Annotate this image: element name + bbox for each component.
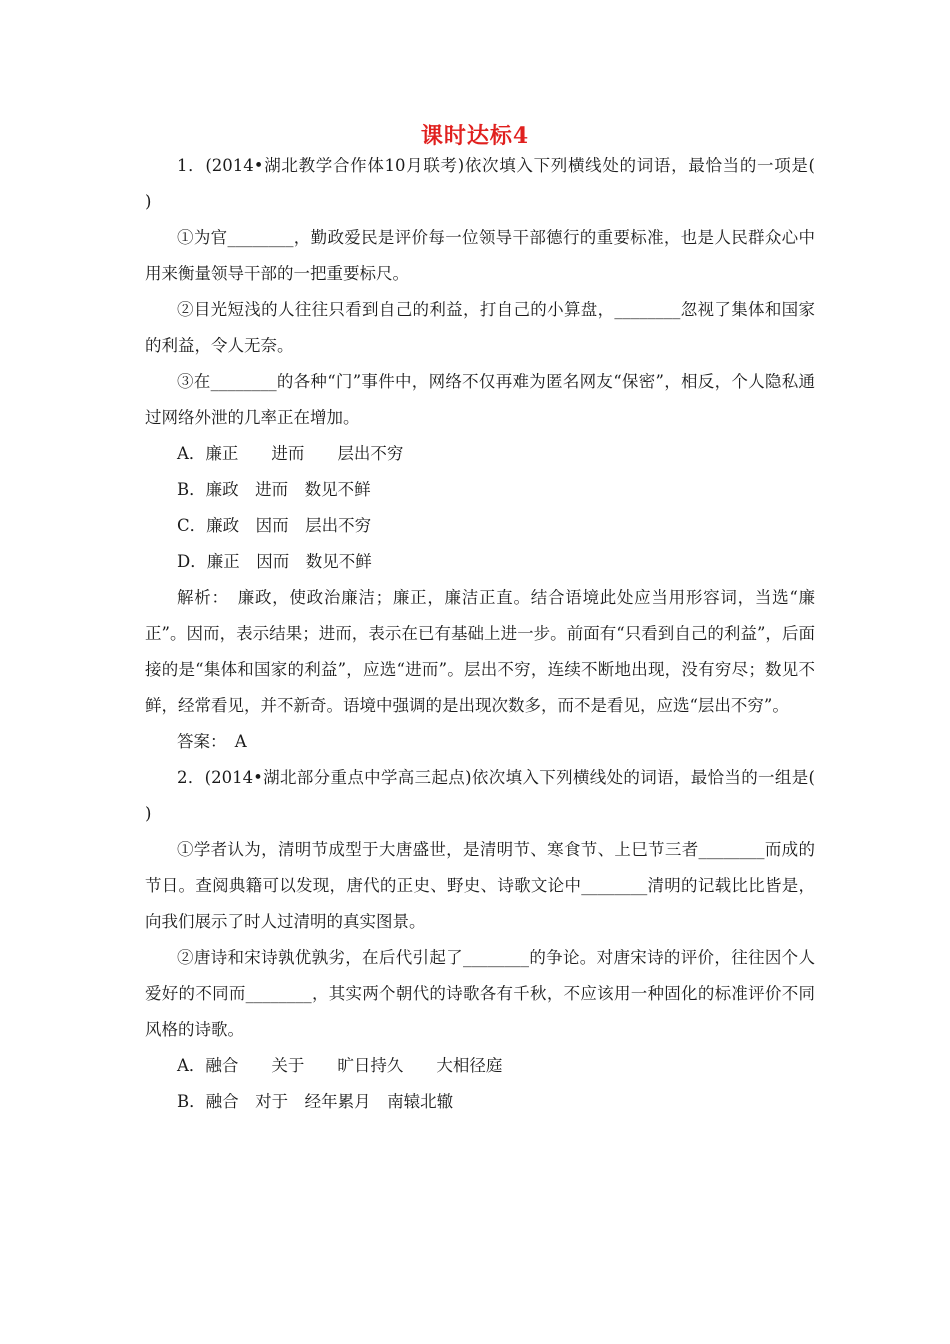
question-2-sentence-2: ②唐诗和宋诗孰优孰劣，在后代引起了________的争论。对唐宋诗的评价，往往因个人爱好的不同而________，其实两个朝代的诗歌各有千秋，不应该用一种固化的标准评价不同风格的诗歌。 bbox=[145, 948, 815, 1039]
question-2-option-a: A．融合 关于 旷日持久 大相径庭 bbox=[177, 1056, 503, 1075]
document-body bbox=[145, 148, 848, 1120]
question-2-sentence-1: ①学者认为，清明节成型于大唐盛世，是清明节、寒食节、上巳节三者________而成的节日。查阅典籍可以发现，唐代的正史、野史、诗歌文论中________清明的记载比比皆是，向我们展示了时人过清明的真实图景。 bbox=[145, 840, 815, 931]
question-1-answer: 答案： A bbox=[177, 732, 247, 751]
question-1-option-a: A．廉正 进而 层出不穷 bbox=[177, 444, 404, 463]
question-1-sentence-2: ②目光短浅的人往往只看到自己的利益，打自己的小算盘，________忽视了集体和国家的利益，令人无奈。 bbox=[145, 300, 815, 355]
question-1-sentence-1: ①为官________，勤政爱民是评价每一位领导干部德行的重要标准，也是人民群众心中用来衡量领导干部的一把重要标尺。 bbox=[145, 228, 815, 283]
question-1-analysis: 解析： 廉政，使政治廉洁；廉正，廉洁正直。结合语境此处应当用形容词，当选“廉正”。因而，表示结果；进而，表示在已有基础上进一步。前面有“只看到自己的利益”，后面接的是“集体和国家的利益”，应选“进而”。层出不穷，连续不断地出现，没有穷尽；数见不鲜，经常看见，并不新奇。语境中强调的是出现次数多，而不是看见，应选“层出不穷”。 bbox=[145, 588, 815, 715]
page-title: 课时达标4 bbox=[420, 123, 530, 149]
question-1-sentence-3: ③在________的各种“门”事件中，网络不仅再难为匿名网友“保密”，相反，个人隐私通过网络外泄的几率正在增加。 bbox=[145, 372, 815, 427]
question-1-option-b: B．廉政 进而 数见不鲜 bbox=[177, 480, 371, 499]
question-1-option-c: C．廉政 因而 层出不穷 bbox=[177, 516, 372, 535]
question-1-option-d: D．廉正 因而 数见不鲜 bbox=[177, 552, 372, 571]
question-2-option-b: B．融合 对于 经年累月 南辕北辙 bbox=[177, 1092, 454, 1111]
question-1-stem: 1．(2014•湖北教学合作体10月联考)依次填入下列横线处的词语，最恰当的一项是( ) bbox=[145, 156, 848, 211]
question-2-stem: 2．(2014•湖北部分重点中学高三起点)依次填入下列横线处的词语，最恰当的一组是( ) bbox=[145, 768, 848, 823]
